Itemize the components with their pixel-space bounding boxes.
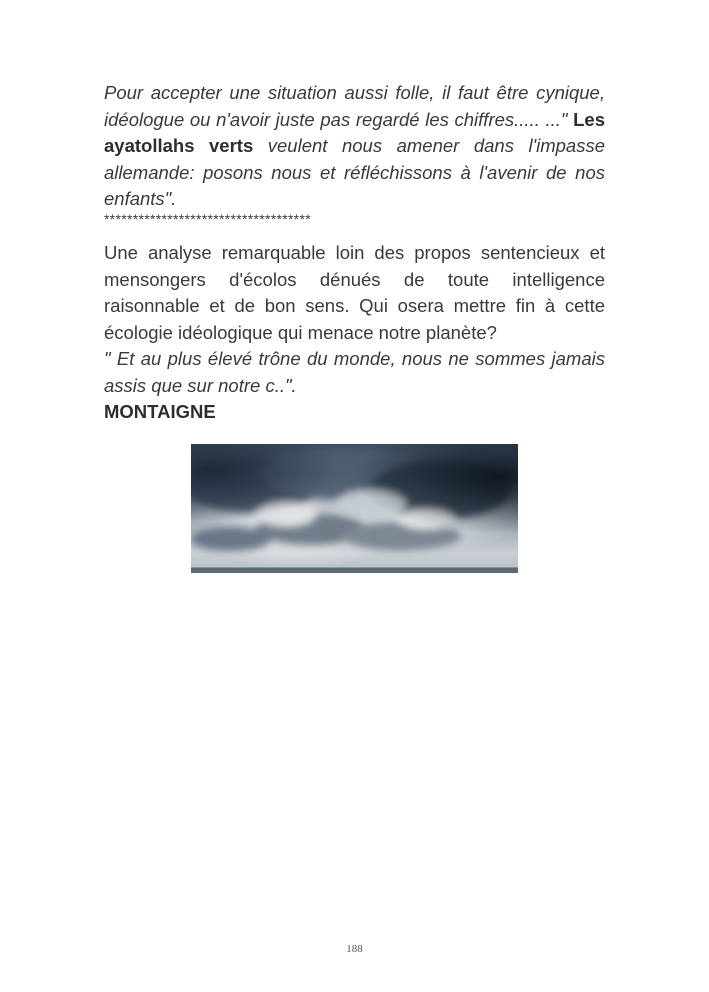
asterisk-separator: ************************************ bbox=[104, 211, 311, 227]
author-name: MONTAIGNE bbox=[104, 401, 216, 422]
quote-bold-phrase: Les ayatollahs verts bbox=[104, 108, 605, 156]
page-number: 188 bbox=[346, 943, 363, 955]
analysis-paragraph: Une analyse remarquable loin des propos sentencieux et mensongers d'écolos dénués de toute intelligence raisonnable et de bon sens. Qui osera mettre fin à cette écologie idéologique qui menace notre planète? bbox=[104, 242, 605, 343]
quote-paragraph bbox=[104, 80, 605, 213]
quote-text-start: Pour accepter une situation aussi folle, il faut être cynique, idéologue ou n'avoir juste pas regardé les chiffres..... ..." bbox=[104, 82, 605, 130]
montaigne-quote: " Et au plus élevé trône du monde, nous ne sommes jamais assis que sur notre c..". bbox=[104, 348, 605, 396]
quote-text-end: veulent nous amener dans l'impasse allemande: posons nous et réfléchissons à l'avenir de nos enfants". bbox=[104, 135, 606, 209]
cloudy-sky-photo bbox=[191, 444, 518, 573]
